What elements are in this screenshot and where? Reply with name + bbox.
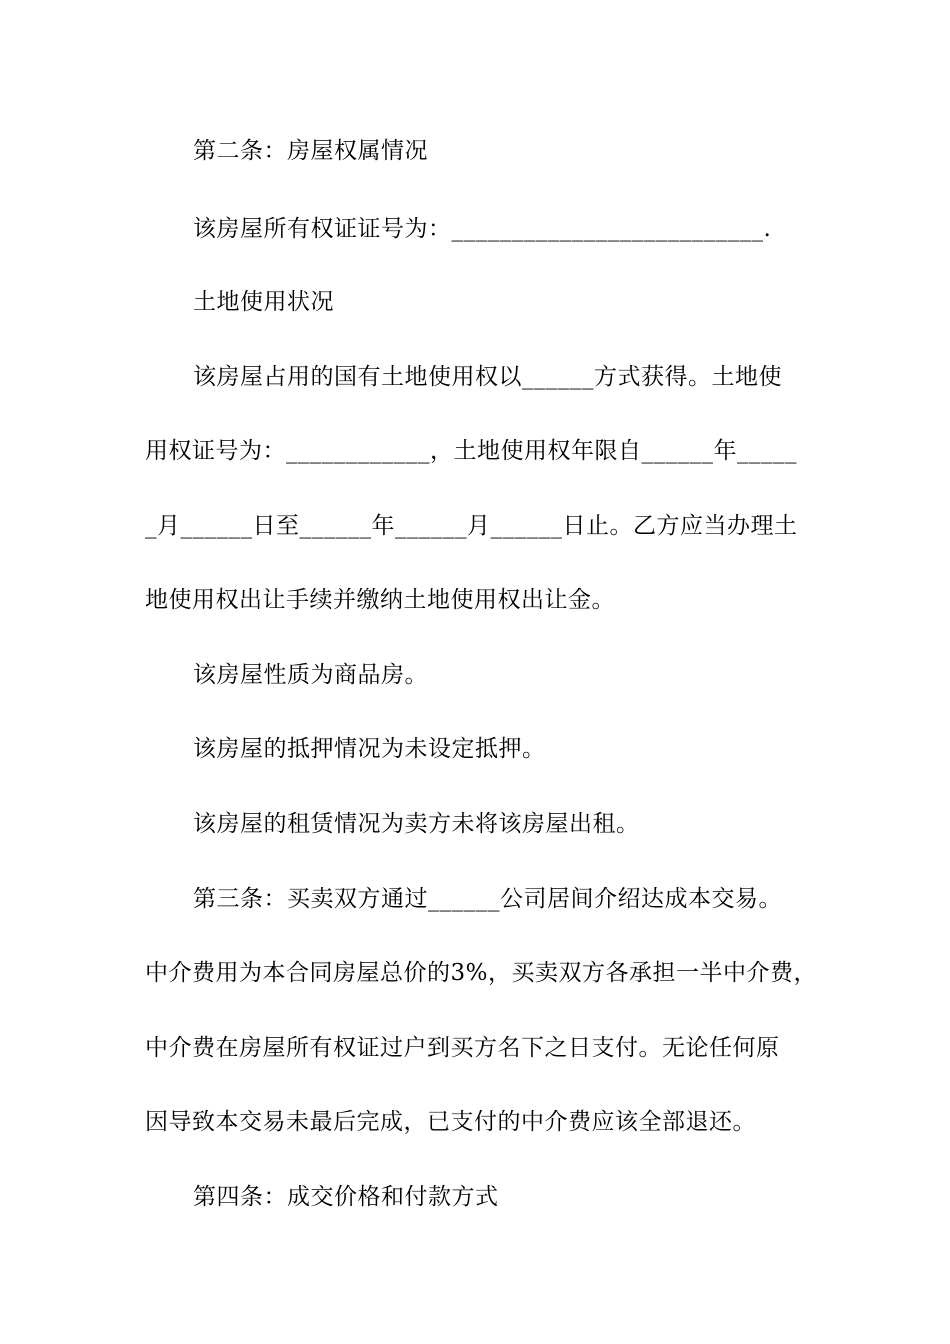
article-3-line-3: 中介费在房屋所有权证过户到买方名下之日支付。无论任何原 (145, 1035, 780, 1061)
article-3-line-1: 第三条：买卖双方通过______公司居间介绍达成本交易。 (193, 886, 782, 912)
ownership-certificate-number: 该房屋所有权证证号为：__________________________. (193, 216, 772, 242)
land-use-paragraph-line-3: _月______日至______年______月______日止。乙方应当办理土 (145, 513, 798, 539)
lease-status: 该房屋的租赁情况为卖方未将该房屋出租。 (193, 811, 640, 837)
land-use-heading: 土地使用状况 (193, 289, 334, 315)
land-use-paragraph-line-4: 地使用权出让手续并缴纳土地使用权出让金。 (145, 587, 615, 613)
article-2-heading: 第二条：房屋权属情况 (193, 138, 428, 164)
land-use-paragraph-line-2: 用权证号为：____________，土地使用权年限自______年_____ (145, 438, 797, 464)
land-use-paragraph-line-1: 该房屋占用的国有土地使用权以______方式获得。土地使 (193, 364, 782, 390)
article-4-heading: 第四条：成交价格和付款方式 (193, 1184, 499, 1210)
article-3-line-4: 因导致本交易未最后完成，已支付的中介费应该全部退还。 (145, 1109, 756, 1135)
mortgage-status: 该房屋的抵押情况为未设定抵押。 (193, 736, 546, 762)
property-nature: 该房屋性质为商品房。 (193, 662, 428, 688)
article-3-line-2: 中介费用为本合同房屋总价的3%，买卖双方各承担一半中介费， (145, 960, 817, 986)
